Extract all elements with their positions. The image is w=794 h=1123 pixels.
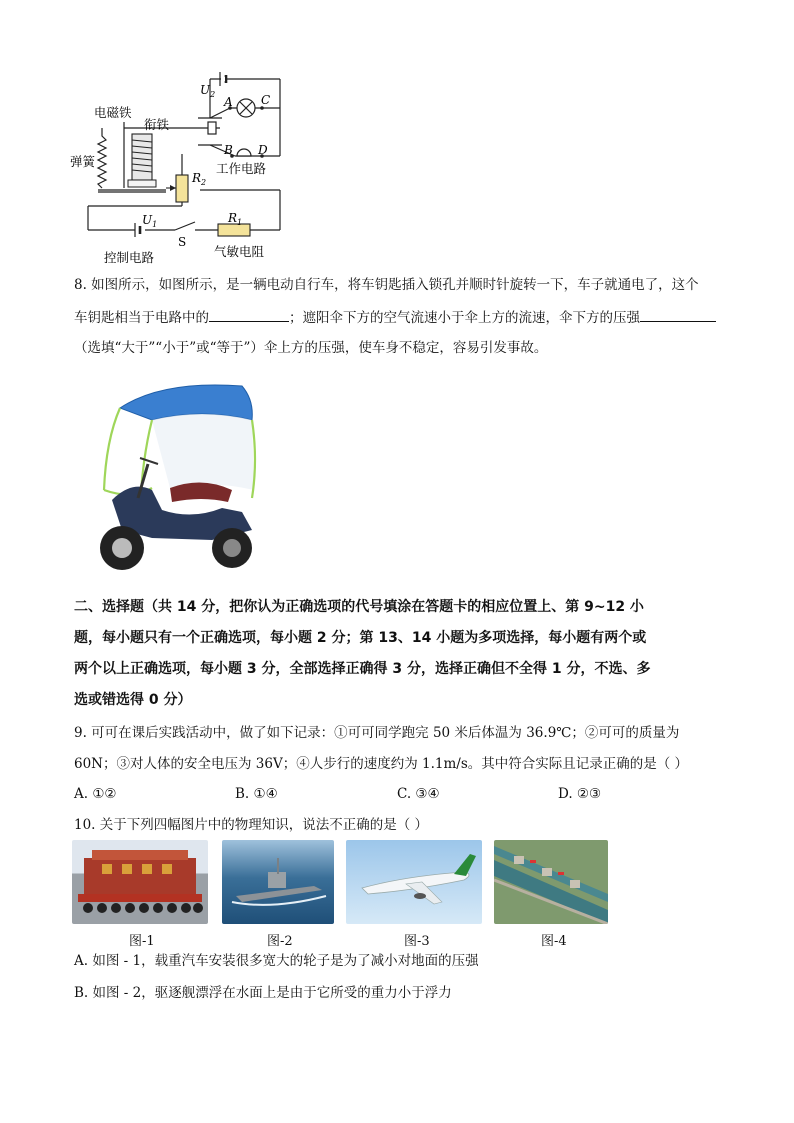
q8-blank-2 — [640, 307, 716, 322]
q8-line2-text-a: 车钥匙相当于电路中的 — [74, 310, 209, 326]
label-a: A — [224, 95, 233, 109]
q9-option-b: B. ①④ — [235, 786, 278, 802]
q9-line2: 60N；③对人体的安全电压为 36V；④人步行的速度约为 1.1m/s。其中符合实际且记录正确的是（ ） — [74, 756, 689, 772]
section2-line4: 选或错选得 0 分） — [74, 692, 192, 708]
figure-1-caption: 图-1 — [129, 934, 155, 949]
q8-blank-1 — [209, 307, 289, 322]
label-u1: $U_1$ — [142, 213, 158, 229]
section2-line1: 二、选择题（共 14 分，把你认为正确选项的代号填涂在答题卡的相应位置上、第 9~12 小 — [74, 599, 644, 615]
label-spring: 弹簧 — [70, 154, 96, 169]
label-gas-resistor: 气敏电阻 — [214, 244, 265, 259]
q8-line1: 8. 如图所示，如图所示，是一辆电动自行车，将车钥匙插入锁孔并顺时针旋转一下，车子就通电了，这个 — [74, 277, 699, 293]
section2-line2: 题，每小题只有一个正确选项，每小题 2 分；第 13、14 小题为多项选择，每小题有两个或 — [74, 630, 647, 646]
figure-2-destroyer-image — [222, 840, 334, 924]
label-electromagnet: 电磁铁 — [94, 105, 132, 120]
label-r2: $R_2$ — [192, 171, 207, 187]
label-u2: $U_2$ — [200, 83, 216, 99]
q10-option-b: B. 如图 - 2，驱逐舰漂浮在水面上是由于它所受的重力小于浮力 — [74, 985, 452, 1001]
q10-stem: 10. 关于下列四幅图片中的物理知识，说法不正确的是（ ） — [74, 817, 429, 833]
section2-line3: 两个以上正确选项，每小题 3 分，全部选择正确得 3 分，选择正确但不全得 1 分，不选、多 — [74, 661, 651, 677]
q9-option-a: A. ①② — [74, 786, 117, 802]
q8-line3: （选填“大于”“小于”或“等于”）伞上方的压强，使车身不稳定，容易引发事故。 — [74, 340, 548, 356]
figure-3-caption: 图-3 — [404, 934, 430, 949]
figure-3-airplane-image — [346, 840, 482, 924]
q9-line1: 9. 可可在课后实践活动中，做了如下记录：①可可同学跑完 50 米后体温为 36.9℃；②可可的质量为 — [74, 725, 680, 741]
label-work-circuit: 工作电路 — [216, 161, 267, 176]
q8-line2-text-b: ；遮阳伞下方的空气流速小于伞上方的流速，伞下方的压强 — [289, 310, 640, 326]
q10-option-a: A. 如图 - 1，载重汽车安装很多宽大的轮子是为了减小对地面的压强 — [74, 953, 479, 969]
label-b: B — [224, 143, 233, 157]
figure-4-caption: 图-4 — [541, 934, 567, 949]
label-s: S — [178, 235, 187, 249]
label-control-circuit: 控制电路 — [104, 250, 155, 265]
figure-1-truck-image — [72, 840, 208, 924]
label-d: D — [258, 143, 268, 157]
figure-2-caption: 图-2 — [267, 934, 293, 949]
label-c: C — [261, 93, 271, 107]
q9-option-c: C. ③④ — [397, 786, 440, 802]
q9-option-d: D. ②③ — [558, 786, 602, 802]
q8-line2 — [74, 307, 716, 328]
label-armature: 衔铁 — [144, 117, 170, 132]
label-r1: $R_1$ — [228, 211, 243, 227]
circuit-diagram — [70, 62, 300, 270]
figure-4-ship-lock-image — [494, 840, 608, 924]
electric-bike-image — [92, 380, 262, 578]
